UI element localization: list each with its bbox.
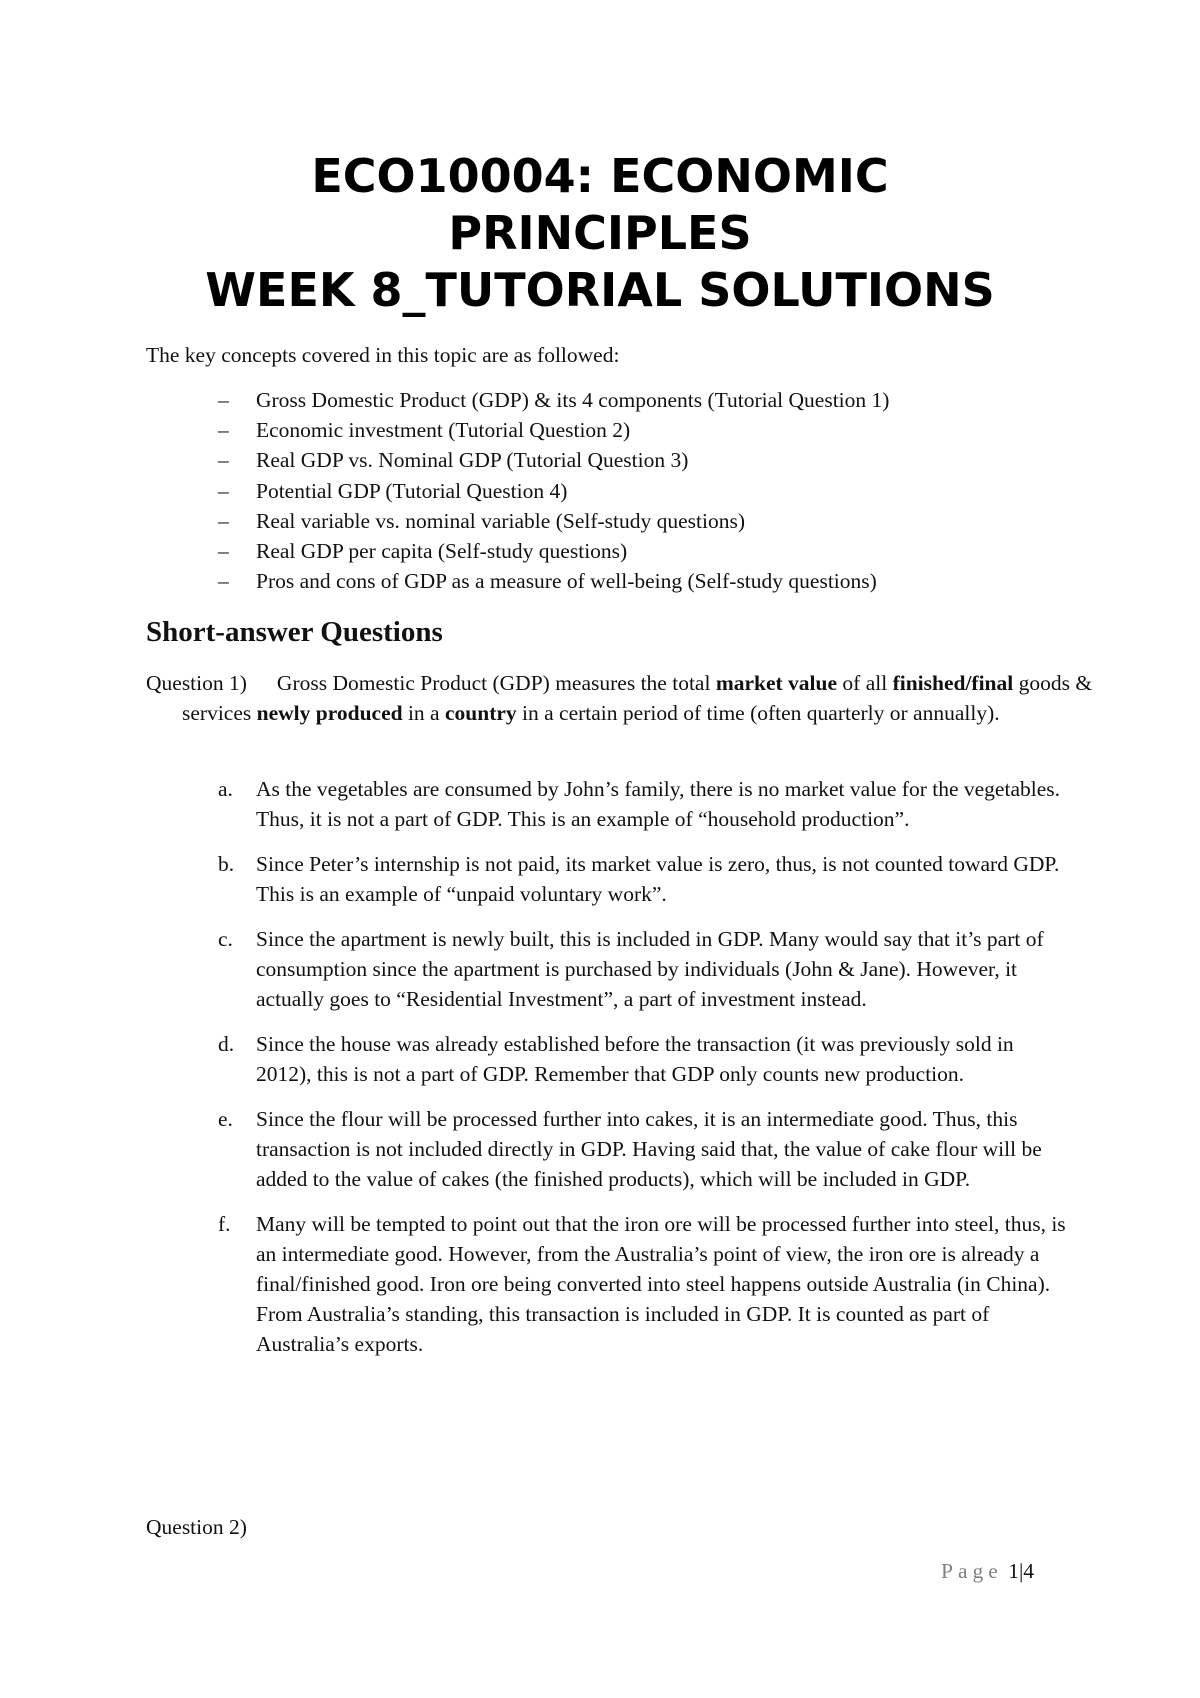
answer-item: e. Since the flour will be processed further into cakes, it is an intermediate good. Thus, this transaction is not included directly in GDP. Having said that, the value of cake flour will be added to the value of cakes (the finished products), which will be included in GDP. xyxy=(218,1104,1068,1194)
answer-letter: c. xyxy=(218,927,233,951)
title-line-3: WEEK 8_TUTORIAL SOLUTIONS xyxy=(205,263,995,317)
dash-bullet: – xyxy=(218,418,229,443)
key-concepts-list xyxy=(218,385,1118,596)
intro-text: The key concepts covered in this topic are as followed: xyxy=(146,343,620,367)
dash-bullet: – xyxy=(218,478,229,503)
page-word: Page xyxy=(941,1559,1003,1583)
question-1-label: Question 1) xyxy=(146,671,247,695)
concept-item: – Real GDP per capita (Self-study questions) xyxy=(218,536,1118,566)
emphasis: finished/final xyxy=(892,671,1014,695)
title-line-2: PRINCIPLES xyxy=(448,206,752,260)
page-number: 1 xyxy=(1008,1559,1019,1583)
answer-item: d. Since the house was already established before the transaction (it was previously sold in 2012), this is not a part of GDP. Remember that GDP only counts new production. xyxy=(218,1029,1068,1089)
question-1-answers xyxy=(218,774,1068,1374)
question-1: Question 1) Gross Domestic Product (GDP) measures the total market value of all finished/final goods & services newly produced in a country in a certain period of time (often quarterly or annually). xyxy=(146,671,1093,725)
answer-letter: d. xyxy=(218,1032,235,1056)
concept-item: – Pros and cons of GDP as a measure of well-being (Self-study questions) xyxy=(218,566,1118,596)
emphasis: country xyxy=(444,701,517,725)
emphasis: market value xyxy=(715,671,838,695)
concept-item: – Real GDP vs. Nominal GDP (Tutorial Question 3) xyxy=(218,445,1118,475)
answer-letter: f. xyxy=(218,1212,231,1236)
question-2-label: Question 2) xyxy=(146,1515,247,1539)
section-heading: Short-answer Questions xyxy=(146,616,443,648)
page-footer xyxy=(941,1556,1034,1586)
answer-item: f. Many will be tempted to point out that the iron ore will be processed further into steel, thus, is an intermediate good. However, from the Australia’s point of view, the iron ore is already a final/finished good. Iron ore being converted into steel happens outside Australia (in China). From Australia’s standing, this transaction is included in GDP. It is counted as part of Australia’s exports. xyxy=(218,1209,1068,1359)
concept-item: – Gross Domestic Product (GDP) & its 4 components (Tutorial Question 1) xyxy=(218,385,1118,415)
answer-letter: e. xyxy=(218,1107,233,1131)
title-line-1: ECO10004: ECONOMIC xyxy=(311,149,889,203)
total-pages: 4 xyxy=(1023,1559,1034,1583)
dash-bullet: – xyxy=(218,388,229,412)
dash-bullet: – xyxy=(218,569,229,594)
concept-item: – Potential GDP (Tutorial Question 4) xyxy=(218,476,1118,506)
answer-letter: a. xyxy=(218,777,233,801)
page-separator: | xyxy=(1018,1559,1024,1583)
emphasis: newly produced xyxy=(256,701,403,725)
dash-bullet: – xyxy=(218,508,229,533)
document-title xyxy=(0,148,1200,319)
concept-item: – Economic investment (Tutorial Question 2) xyxy=(218,415,1118,445)
dash-bullet: – xyxy=(218,448,229,473)
answer-letter: b. xyxy=(218,852,235,876)
concept-item: – Real variable vs. nominal variable (Self-study questions) xyxy=(218,506,1118,536)
answer-item: a. As the vegetables are consumed by John’s family, there is no market value for the vegetables. Thus, it is not a part of GDP. This is an example of “household production”. xyxy=(218,774,1068,834)
dash-bullet: – xyxy=(218,539,229,564)
answer-item: c. Since the apartment is newly built, this is included in GDP. Many would say that it’s part of consumption since the apartment is purchased by individuals (John & Jane). However, it actually goes to “Residential Investment”, a part of investment instead. xyxy=(218,924,1068,1014)
answer-item: b. Since Peter’s internship is not paid, its market value is zero, thus, is not counted toward GDP. This is an example of “unpaid voluntary work”. xyxy=(218,849,1068,909)
